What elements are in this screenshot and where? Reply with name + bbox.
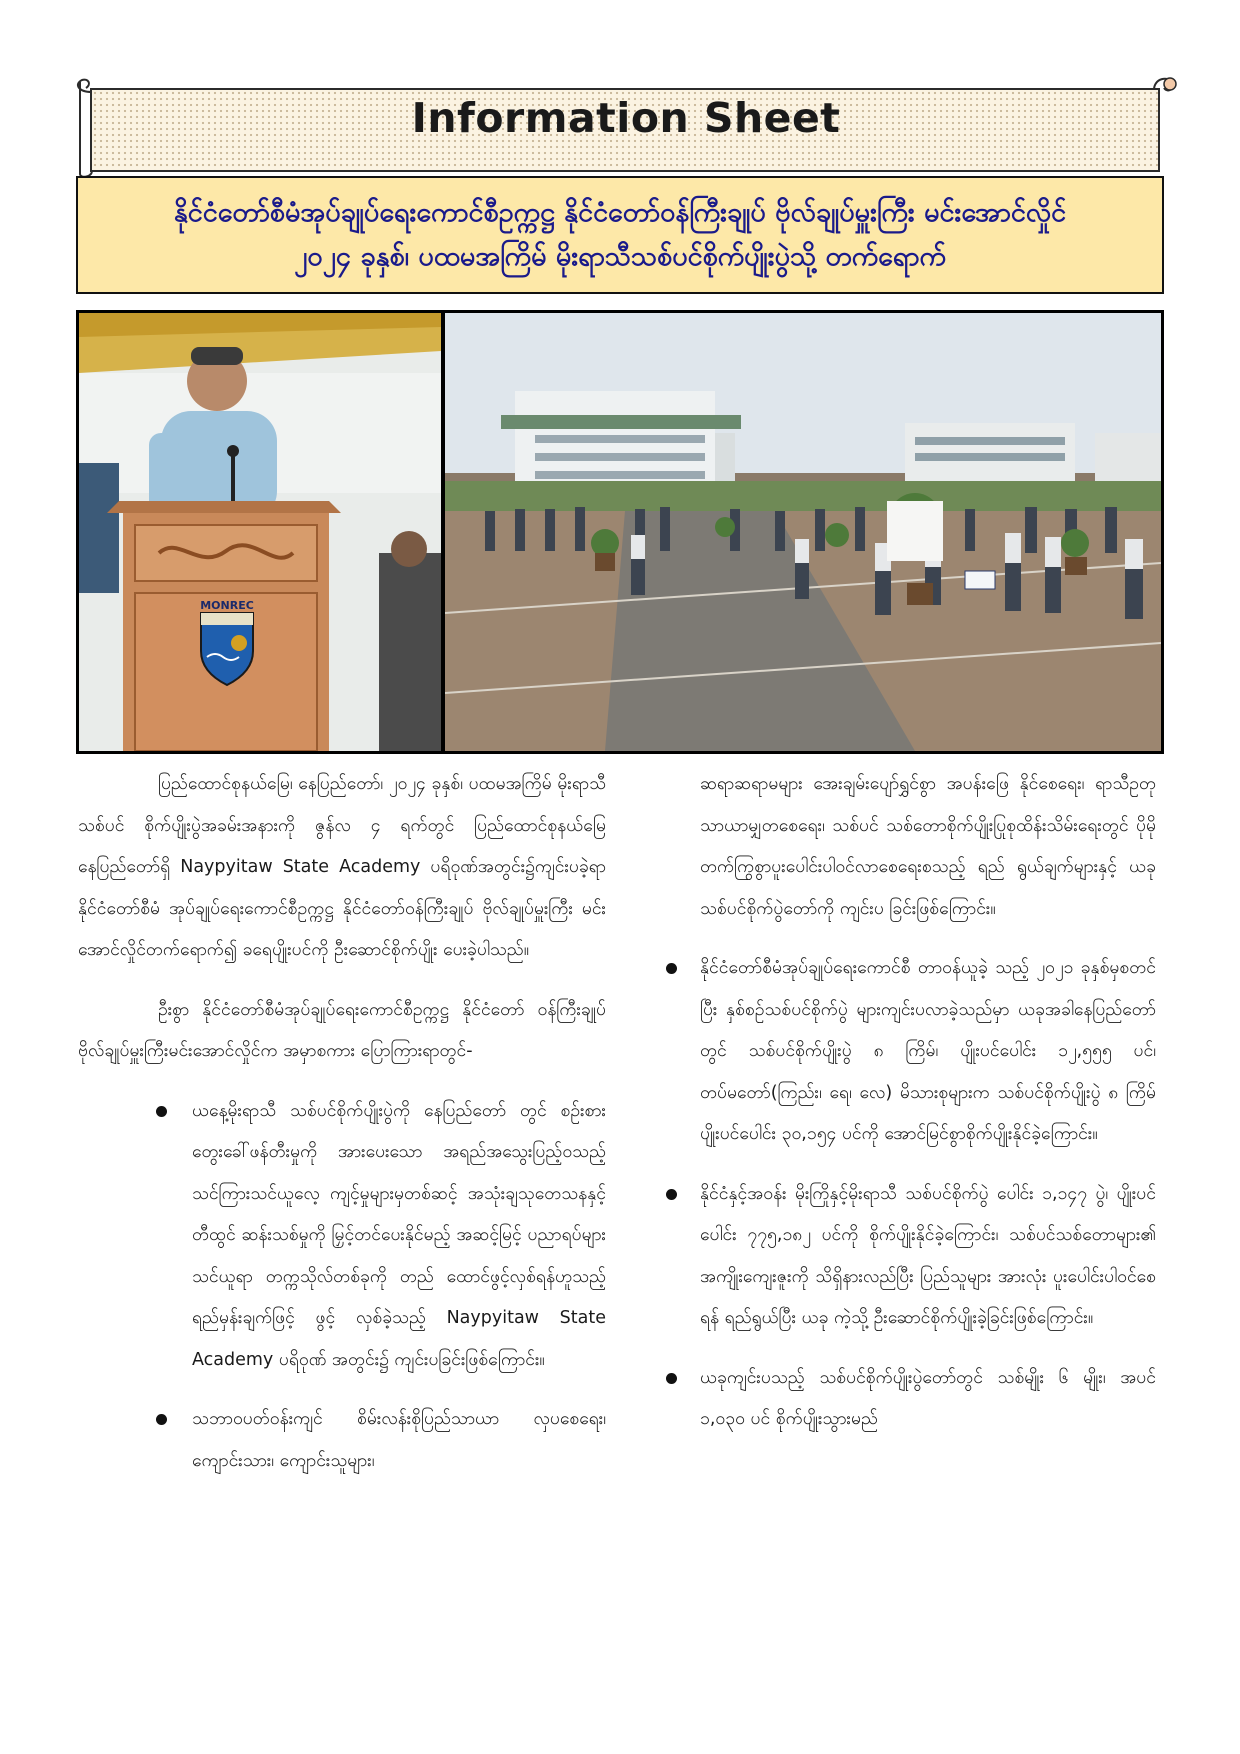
- page-title: Information Sheet: [411, 94, 841, 142]
- bullet-dot-icon: [666, 1373, 677, 1384]
- list-item-text: ယခုကျင်းပသည့် သစ်ပင်စိုက်ပျိုးပွဲတော်တွင် သစ်မျိုး ၆ မျိုး၊ အပင် ၁,၀၃၀ ပင် စိုက်ပျိုးသွားမည်: [700, 1367, 1156, 1429]
- body-paragraph-2: ဦးစွာ နိုင်ငံတော်စီမံအုပ်ချုပ်ရေးကောင်စီဥက္ကဋ္ဌ နိုင်ငံတော် ဝန်ကြီးချုပ် ဗိုလ်ချုပ်မှူးကြီးမင်းအောင်လှိုင်က အမှာစကား ပြောကြားရာတွင်-: [78, 999, 606, 1061]
- title-banner: [72, 74, 1180, 174]
- headline-line-2: ၂၀၂၄ ခုနှစ်၊ ပထမအကြိမ် မိုးရာသီသစ်ပင်စိုက်ပျိုးပွဲသို့ တက်ရောက်: [294, 241, 946, 272]
- headline-line-1: နိုင်ငံတော်စီမံအုပ်ချုပ်ရေးကောင်စီဥက္ကဋ္ဌ နိုင်ငံတော်ဝန်ကြီးချုပ် ဗိုလ်ချုပ်မှူးကြီး မင်းအောင်လှိုင်: [173, 197, 1067, 228]
- body-paragraph-1: ပြည်ထောင်စုနယ်မြေ၊ နေပြည်တော်၊ ၂၀၂၄ ခုနှစ်၊ ပထမအကြိမ် မိုးရာသီသစ်ပင် စိုက်ပျိုးပွဲအခမ်းအနားကို ဇွန်လ ၄ ရက်တွင် ပြည်ထောင်စုနယ်မြေ နေပြည်တော်ရှိ Naypyitaw State Academy ပရိဝုဏ်အတွင်း၌ကျင်းပခဲ့ရာ နိုင်ငံတော်စီမံ အုပ်ချုပ်ရေးကောင်စီဥက္ကဋ္ဌ နိုင်ငံတော်ဝန်ကြီးချုပ် ဗိုလ်ချုပ်မှူးကြီး မင်းအောင်လှိုင်တက်ရောက်၍ ခရေပျိုးပင်ကို ဦးဆောင်စိုက်ပျိုး ပေးခဲ့ပါသည်။: [78, 774, 606, 960]
- list-item-text: နိုင်ငံနှင့်အဝန်း မိုးကြိုနှင့်မိုးရာသီ သစ်ပင်စိုက်ပွဲ ပေါင်း ၁,၁၄၇ ပွဲ၊ ပျိုးပင်ပေါင်း ၇၇၅,၁၈၂ ပင်ကို စိုက်ပျိုးနိုင်ခဲ့ကြောင်း၊ သစ်ပင်သစ်တောများ၏ အကျိုးကျေးဇူးကို သိရှိနားလည်ပြီး ပြည်သူများ အားလုံး ပူးပေါင်းပါဝင်စေရန် ရည်ရွယ်ပြီး ယခု ကဲ့သို့ ဦးဆောင်စိုက်ပျိုးခဲ့ခြင်းဖြစ်ကြောင်း။: [700, 1183, 1156, 1328]
- bullet-dot-icon: [666, 963, 677, 974]
- list-item: [700, 1358, 1156, 1441]
- list-item: [700, 948, 1156, 1156]
- list-item-text: နိုင်ငံတော်စီမံအုပ်ချုပ်ရေးကောင်စီ တာဝန်ယူခဲ့ သည့် ၂၀၂၁ ခုနှစ်မှစတင်ပြီး နှစ်စဉ်သစ်ပင်စိုက်ပွဲ များကျင်းပလာခဲ့သည်မှာ ယခုအခါနေပြည်တော်တွင် သစ်ပင်စိုက်ပျိုးပွဲ ၈ ကြိမ်၊ ပျိုးပင်ပေါင်း ၁၂,၅၅၅ ပင်၊ တပ်မတော်(ကြည်း၊ ရေ၊ လေ) မိသားစုများက သစ်ပင်စိုက်ပျိုးပွဲ ၈ ကြိမ် ပျိုးပင်ပေါင်း ၃၀,၁၅၄ ပင်ကို အောင်မြင်စွာစိုက်ပျိုးနိုင်ခဲ့ကြောင်း။: [700, 958, 1156, 1144]
- body-column-left: [78, 764, 606, 1500]
- photo-speaker-at-podium: [79, 313, 441, 751]
- bullet-dot-icon: [156, 1414, 167, 1425]
- photo-tree-planting-field: [445, 313, 1161, 751]
- body-continuation: ဆရာဆရာမများ အေးချမ်းပျော်ရွှင်စွာ အပန်းဖြေ နိုင်စေရေး၊ ရာသီဥတုသာယာမျှတစေရေး၊ သစ်ပင် သစ်တောစိုက်ပျိုးပြုစုထိန်းသိမ်းရေးတွင် ပိုမို တက်ကြွစွာပူးပေါင်းပါဝင်လာစေရေးစသည့် ရည် ရွယ်ချက်များနှင့် ယခုသစ်ပင်စိုက်ပွဲတော်ကို ကျင်းပ ခြင်းဖြစ်ကြောင်း။: [700, 774, 1156, 919]
- photo-strip: [76, 310, 1164, 754]
- bullet-list-left: [192, 1091, 606, 1483]
- list-item: [192, 1399, 606, 1482]
- headline-box: [76, 176, 1164, 294]
- bullet-list-right: [700, 948, 1156, 1441]
- bullet-dot-icon: [156, 1106, 167, 1117]
- body-column-right: [700, 764, 1156, 1459]
- list-item-text: သဘာဝပတ်ဝန်းကျင် စိမ်းလန်းစိုပြည်သာယာ လှပစေရေး၊ ကျောင်းသား၊ ကျောင်းသူများ၊: [192, 1409, 606, 1471]
- bullet-dot-icon: [666, 1189, 677, 1200]
- list-item: [192, 1091, 606, 1382]
- list-item-text: ယနေ့မိုးရာသီ သစ်ပင်စိုက်ပျိုးပွဲကို နေပြည်တော် တွင် စဉ်းစားတွေးခေါ်ဖန်တီးမှုကို အားပေးသော အရည်အသွေးပြည့်ဝသည့် သင်ကြားသင်ယူလေ့ ကျင့်မှုများမှတစ်ဆင့် အသုံးချသုတေသနနှင့် တီထွင် ဆန်းသစ်မှုကို မြှင့်တင်ပေးနိုင်မည့် အဆင့်မြင့် ပညာရပ်များသင်ယူရာ တက္ကသိုလ်တစ်ခုကို တည် ထောင်ဖွင့်လှစ်ရန်ဟူသည့် ရည်မှန်းချက်ဖြင့် ဖွင့် လှစ်ခဲ့သည့် Naypyitaw State Academy ပရိဝုဏ် အတွင်း၌ ကျင်းပခြင်းဖြစ်ကြောင်း။: [192, 1100, 606, 1370]
- podium-logo-text: MONREC: [200, 599, 254, 612]
- list-item: [700, 1174, 1156, 1340]
